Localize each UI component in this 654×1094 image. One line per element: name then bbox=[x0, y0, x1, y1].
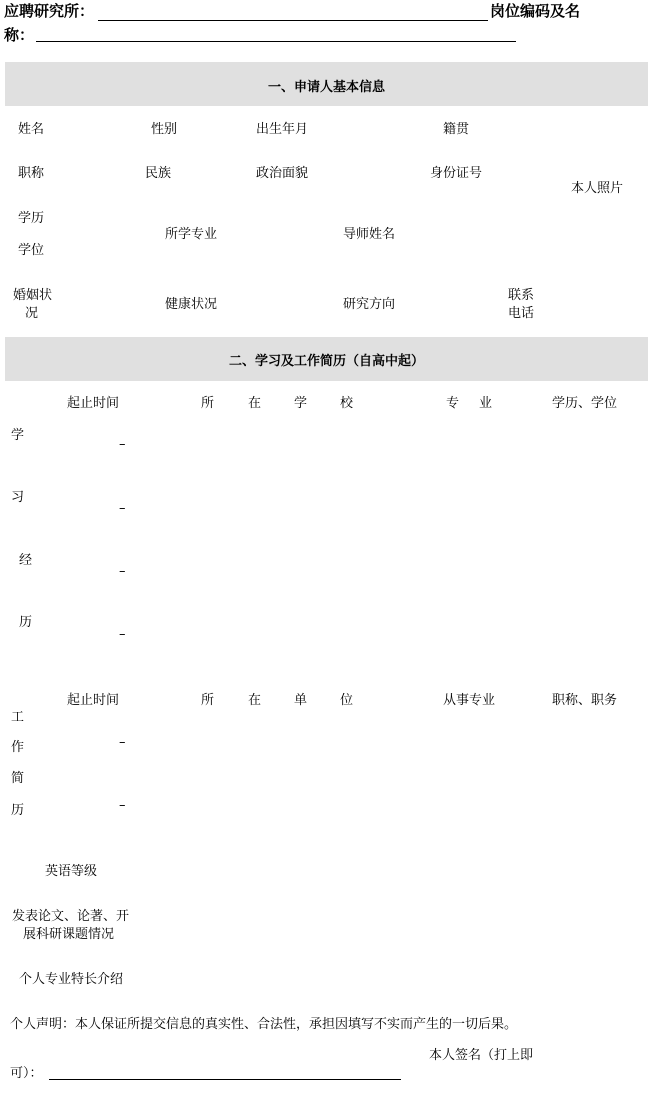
field-gender-label: 性别 bbox=[151, 122, 178, 137]
institute-field[interactable] bbox=[98, 20, 488, 21]
work-side-label-4: 历 bbox=[11, 803, 25, 818]
signature-field[interactable] bbox=[49, 1079, 401, 1080]
field-birth-label: 出生年月 bbox=[256, 122, 309, 137]
position-code-label: 岗位编码及名 bbox=[490, 2, 581, 20]
institute-label: 应聘研究所： bbox=[4, 2, 95, 20]
work-period-row-2[interactable]: – bbox=[119, 798, 126, 813]
study-period-row-1[interactable]: – bbox=[119, 437, 126, 452]
work-period-row-1[interactable]: – bbox=[119, 735, 126, 750]
section-basic-info-header bbox=[5, 62, 648, 106]
field-political-status-label: 政治面貌 bbox=[256, 166, 309, 181]
study-col-major-1: 专 bbox=[446, 396, 460, 411]
work-col-unit-2: 在 bbox=[248, 693, 262, 708]
work-col-period: 起止时间 bbox=[67, 693, 120, 708]
work-side-label-1: 工 bbox=[11, 710, 25, 725]
field-contact-label-cont: 电话 bbox=[508, 306, 535, 321]
field-degree-label: 学位 bbox=[18, 243, 45, 258]
study-period-row-4[interactable]: – bbox=[119, 627, 126, 642]
study-side-label-4: 历 bbox=[19, 615, 33, 630]
section-basic-info-title: 一、申请人基本信息 bbox=[267, 80, 385, 95]
work-side-label-3: 简 bbox=[11, 771, 25, 786]
study-side-label-1: 学 bbox=[11, 428, 25, 443]
field-title-rank-label: 职称 bbox=[18, 166, 45, 181]
position-code-label-cont: 称： bbox=[4, 26, 35, 44]
field-id-number-label: 身份证号 bbox=[430, 166, 483, 181]
field-marital-label-cont: 况 bbox=[25, 306, 39, 321]
work-side-label-2: 作 bbox=[11, 740, 25, 755]
position-code-field[interactable] bbox=[36, 41, 516, 42]
work-col-field: 从事专业 bbox=[443, 693, 496, 708]
study-period-row-2[interactable]: – bbox=[119, 501, 126, 516]
study-col-period: 起止时间 bbox=[67, 396, 120, 411]
study-col-school-1: 所 bbox=[201, 396, 215, 411]
field-supervisor-label: 导师姓名 bbox=[343, 227, 396, 242]
field-health-label: 健康状况 bbox=[165, 297, 218, 312]
study-period-row-3[interactable]: – bbox=[119, 564, 126, 579]
study-side-label-2: 习 bbox=[11, 490, 25, 505]
field-native-place-label: 籍贯 bbox=[443, 122, 470, 137]
study-side-label-3: 经 bbox=[19, 553, 33, 568]
work-col-title: 职称、职务 bbox=[552, 693, 618, 708]
work-col-unit-3: 单 bbox=[294, 693, 308, 708]
section-resume-header bbox=[5, 337, 648, 381]
study-col-school-3: 学 bbox=[294, 396, 308, 411]
specialty-label: 个人专业特长介绍 bbox=[19, 972, 124, 987]
work-col-unit-1: 所 bbox=[201, 693, 215, 708]
field-contact-label: 联系 bbox=[508, 288, 535, 303]
english-level-label: 英语等级 bbox=[45, 864, 98, 879]
field-ethnicity-label: 民族 bbox=[145, 166, 172, 181]
field-research-label: 研究方向 bbox=[343, 297, 396, 312]
declaration-text: 个人声明：本人保证所提交信息的真实性、合法性，承担因填写不实而产生的一切后果。 bbox=[10, 1017, 518, 1032]
signature-label: 本人签名（打上即 bbox=[429, 1048, 534, 1063]
study-col-major-2: 业 bbox=[479, 396, 493, 411]
study-col-school-4: 校 bbox=[340, 396, 354, 411]
photo-placeholder[interactable]: 本人照片 bbox=[571, 181, 624, 196]
section-resume-title: 二、学习及工作简历（自高中起） bbox=[228, 354, 424, 369]
papers-label-cont: 展科研课题情况 bbox=[23, 927, 115, 942]
field-name-label: 姓名 bbox=[18, 122, 45, 137]
signature-label-cont: 可）： bbox=[10, 1066, 43, 1081]
field-education-label: 学历 bbox=[18, 211, 45, 226]
work-col-unit-4: 位 bbox=[340, 693, 354, 708]
study-col-degree: 学历、学位 bbox=[552, 396, 618, 411]
field-marital-label: 婚姻状 bbox=[13, 288, 53, 303]
study-col-school-2: 在 bbox=[248, 396, 262, 411]
papers-label: 发表论文、论著、开 bbox=[12, 909, 130, 924]
field-major-label: 所学专业 bbox=[165, 227, 218, 242]
